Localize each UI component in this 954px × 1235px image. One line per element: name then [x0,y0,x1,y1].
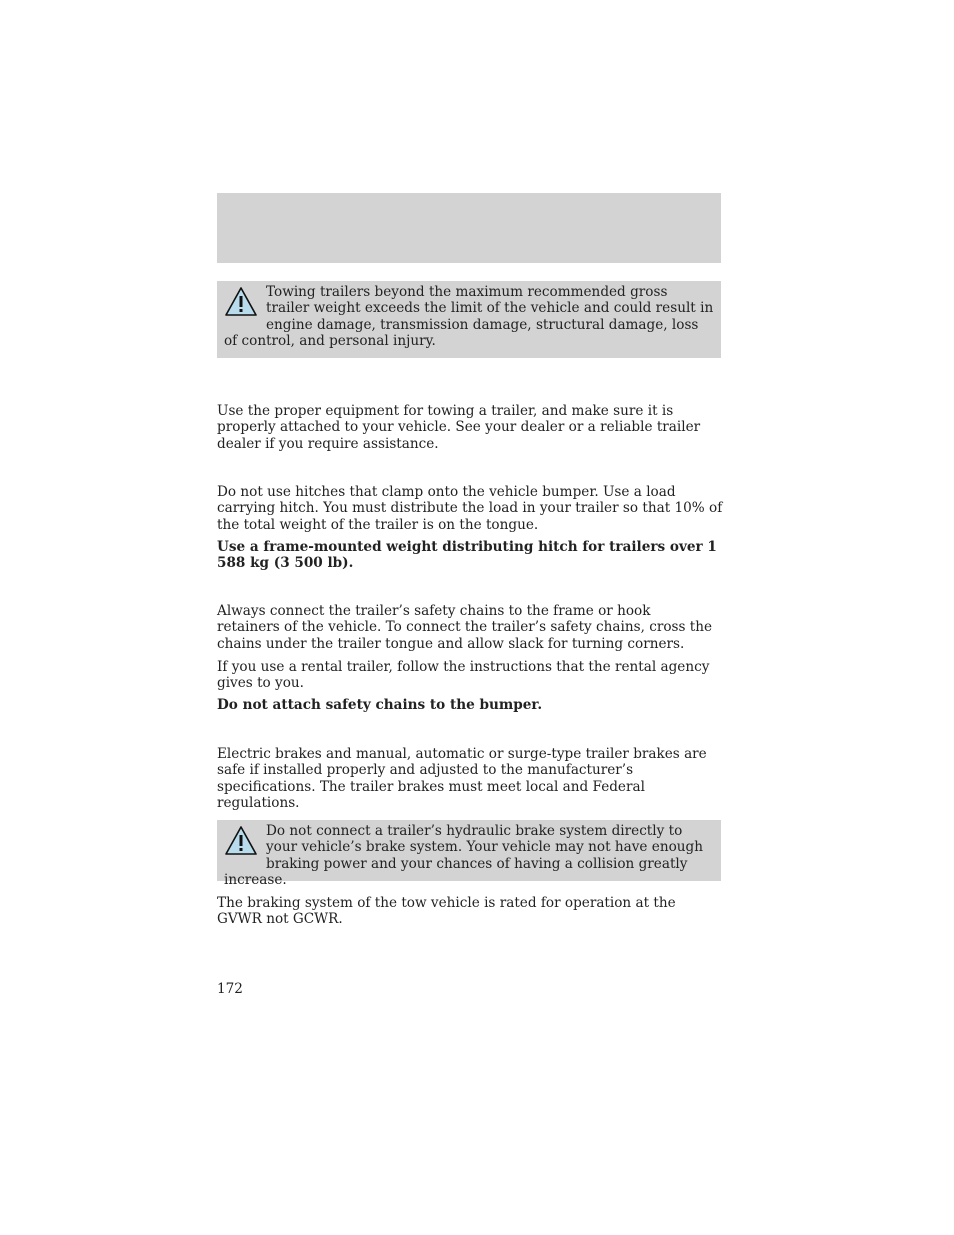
paragraph-braking-system: The braking system of the tow vehicle is rated for operation at the GVWR not GCWR. [217,895,676,928]
warning-triangle-icon [224,286,258,318]
paragraph-equipment: Use the proper equipment for towing a trailer, and make sure it is properly attached to your vehicle. See your dealer or a reliable trailer dealer if you require assistance. [217,403,701,452]
paragraph-hitches: Do not use hitches that clamp onto the vehicle bumper. Use a load carrying hitch. You must distribute the load in your trailer so that 10% of the total weight of the trailer is on the tongue. [217,484,723,533]
paragraph-trailer-brakes: Electric brakes and manual, automatic or surge-type trailer brakes are safe if installed properly and adjusted to the manufacturer’s specifications. The trailer brakes must meet local and Federal regulations. [217,746,707,811]
warning-triangle-icon [224,825,258,857]
paragraph-hitch-warning: Use a frame-mounted weight distributing hitch for trailers over 1 588 kg (3 500 lb). [217,539,717,572]
warning-text-towing: Towing trailers beyond the maximum recommended gross trailer weight exceeds the limit of the vehicle and could result in engine damage, transmission damage, structural damage, loss of control, and personal injury. [224,284,714,349]
paragraph-chains-warning: Do not attach safety chains to the bumper. [217,697,543,713]
warning-text-hydraulic: Do not connect a trailer’s hydraulic brake system directly to your vehicle’s brake system. Your vehicle may not have enough braking power and your chances of having a collision greatly increase. [224,823,703,888]
warning-box-hydraulic [217,820,721,888]
warning-box-towing [217,281,721,358]
paragraph-safety-chains: Always connect the trailer’s safety chains to the frame or hook retainers of the vehicle. To connect the trailer’s safety chains, cross the chains under the trailer tongue and allow slack for turning corners. [217,603,713,652]
page-number: 172 [217,981,243,997]
paragraph-rental-trailer: If you use a rental trailer, follow the instructions that the rental agency gives to you. [217,659,710,692]
header-band [217,193,721,263]
